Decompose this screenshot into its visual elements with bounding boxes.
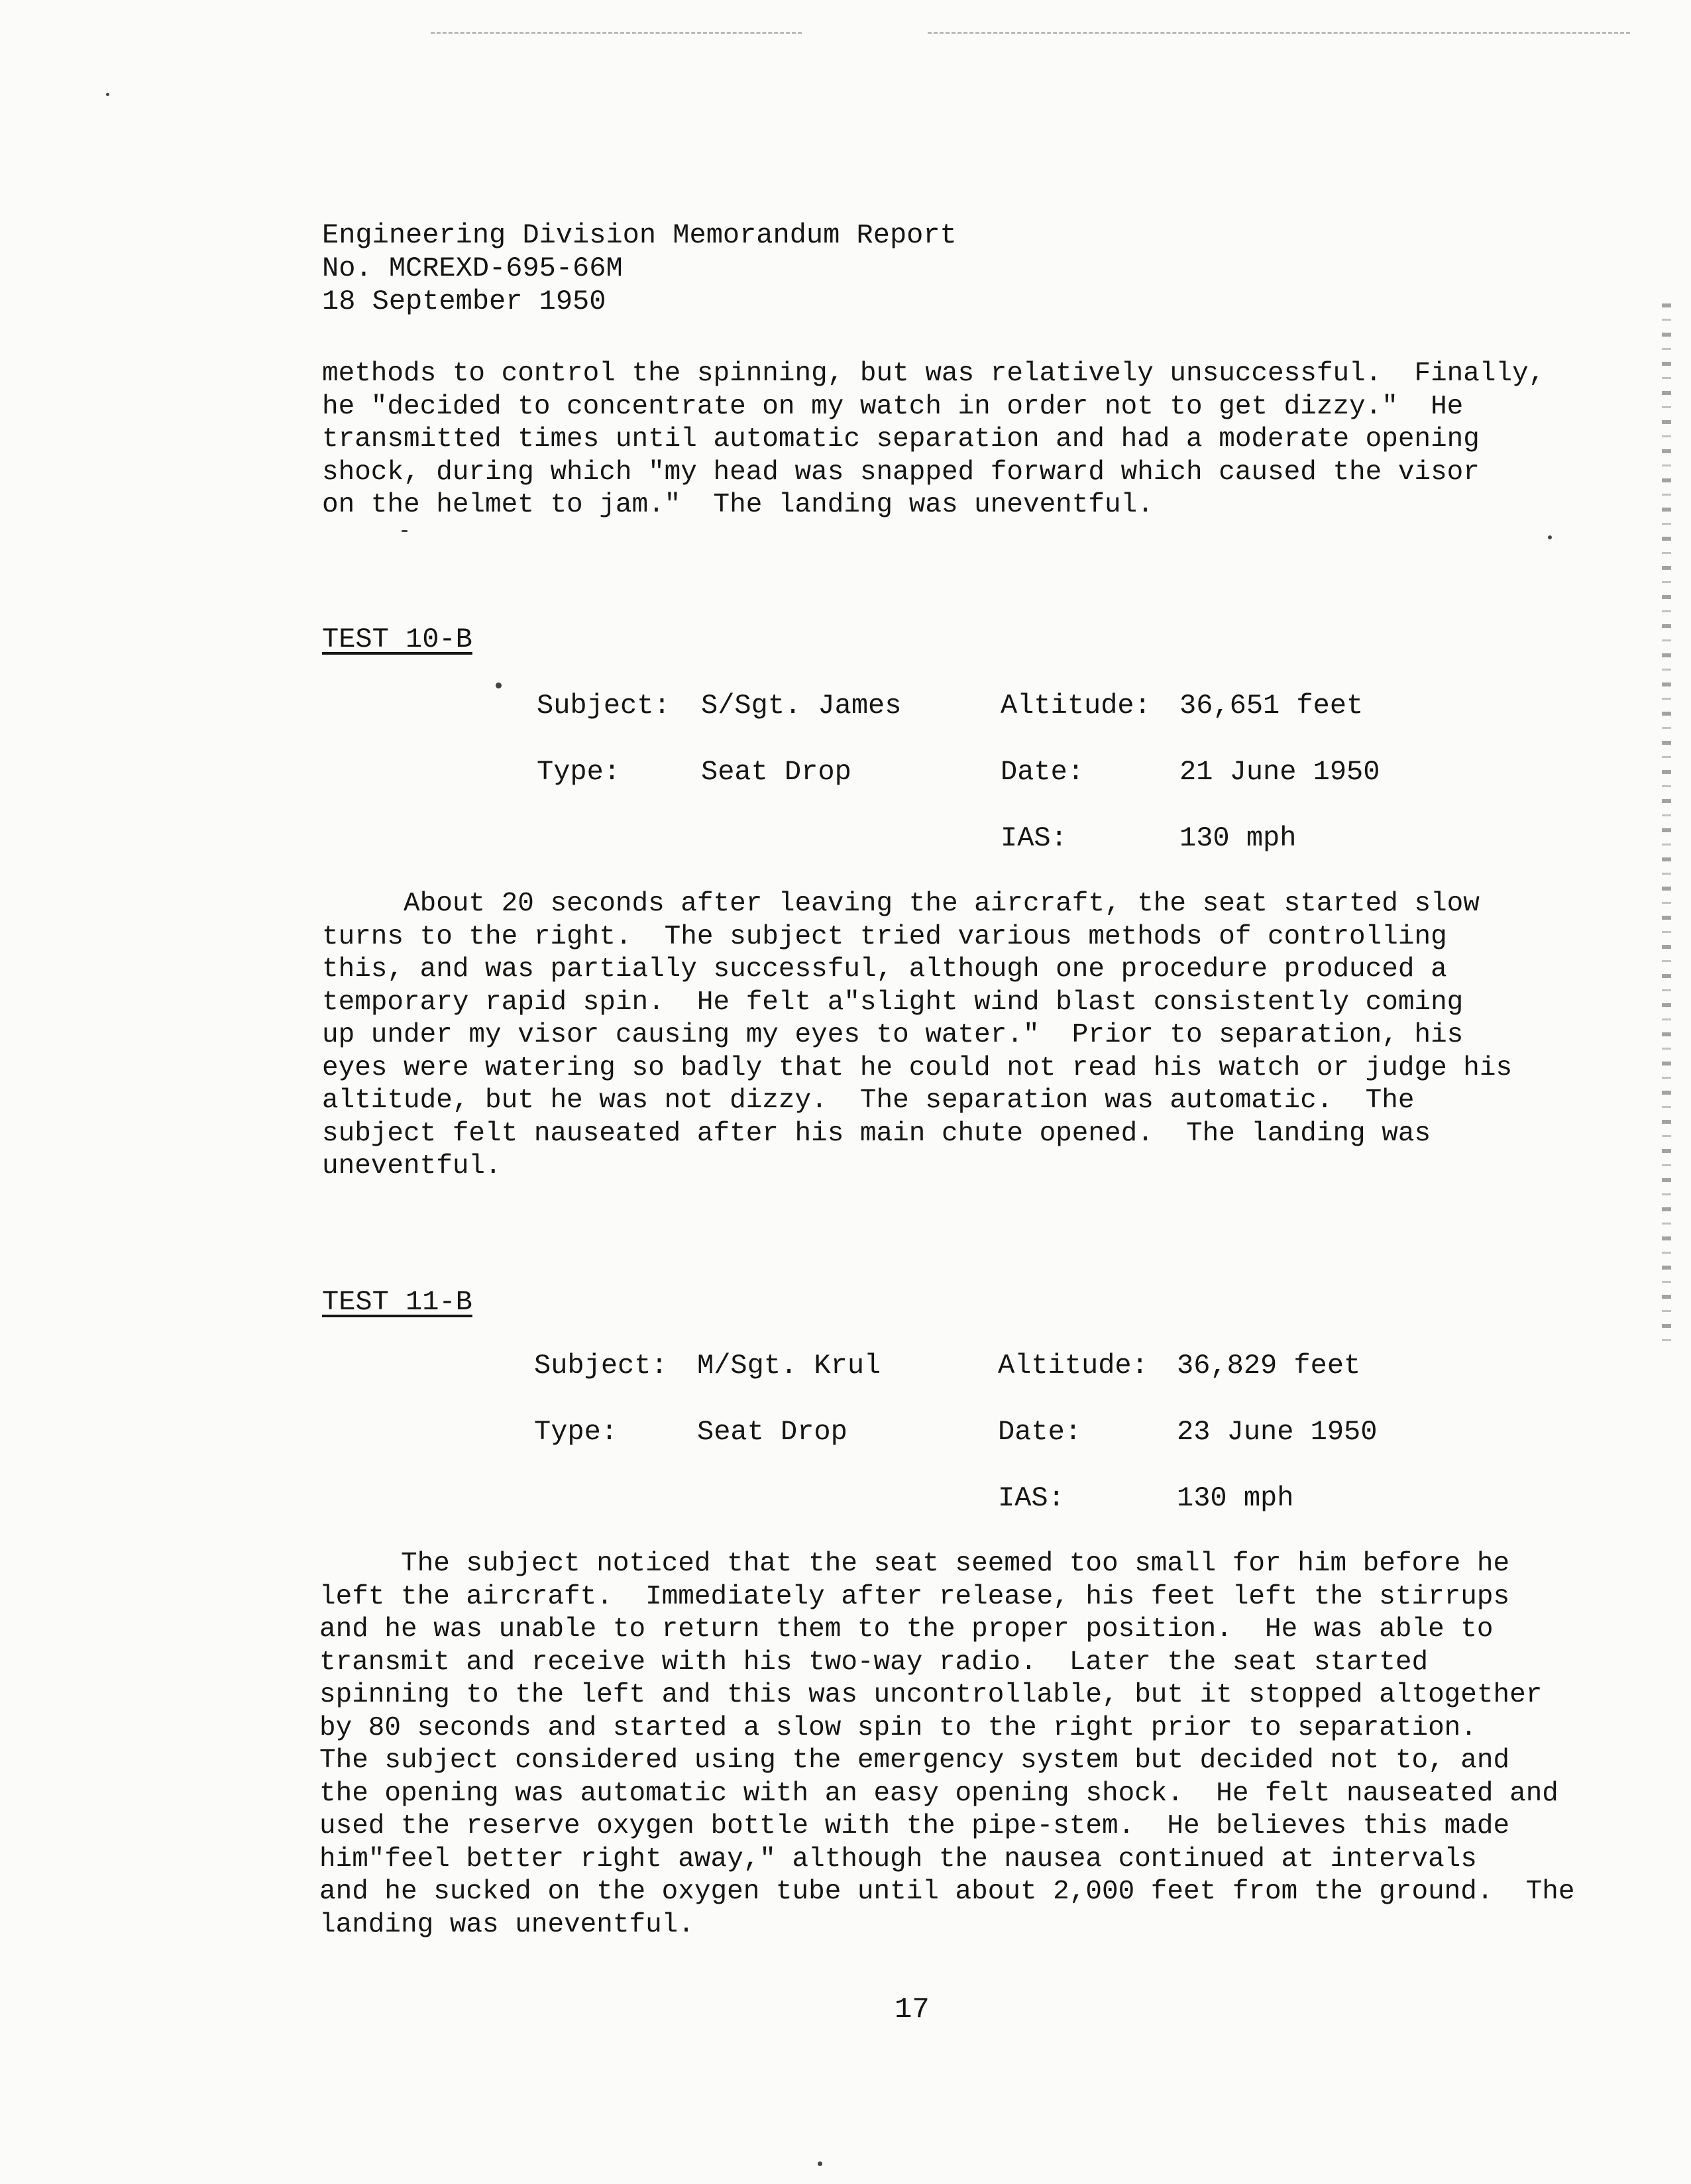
intro-paragraph <box>322 358 1545 522</box>
type-value: Seat Drop <box>701 756 851 788</box>
date-label: Date: <box>1001 756 1085 788</box>
paragraph-line: he "decided to concentrate on my watch in order not to get dizzy." He <box>322 391 1464 422</box>
paragraph-line: methods to control the spinning, but was relatively unsuccessful. Finally, <box>322 358 1545 389</box>
report-date-line: 18 September 1950 <box>322 286 606 317</box>
subject-label: Subject: <box>537 690 671 722</box>
paragraph-line: landing was uneventful. <box>319 1909 694 1940</box>
report-series-line: Engineering Division Memorandum Report <box>322 219 957 251</box>
paragraph-line: by 80 seconds and started a slow spin to the right prior to separation. <box>319 1712 1477 1743</box>
paragraph-line: used the reserve oxygen bottle with the pipe-stem. He believes this made <box>319 1811 1510 1841</box>
subject-value: S/Sgt. James <box>701 690 902 722</box>
paragraph-line: left the aircraft. Immediately after release, his feet left the stirrups <box>319 1581 1510 1612</box>
paragraph-line: and he sucked on the oxygen tube until about 2,000 feet from the ground. The <box>319 1877 1575 1907</box>
paragraph-line: uneventful. <box>322 1151 502 1181</box>
ias-value: 130 mph <box>1179 822 1297 854</box>
altitude-label: Altitude: <box>1001 690 1151 722</box>
paragraph-line: temporary rapid spin. He felt a"slight wind blast consistently coming <box>322 987 1464 1018</box>
paragraph-line: About 20 seconds after leaving the aircraft, the seat started slow <box>322 889 1480 919</box>
subject-label: Subject: <box>534 1350 668 1382</box>
report-number-line: No. MCREXD-695-66M <box>322 252 623 284</box>
scan-speck <box>402 530 408 532</box>
date-label: Date: <box>998 1416 1082 1448</box>
subject-value: M/Sgt. Krul <box>697 1350 881 1382</box>
report-header <box>322 219 957 318</box>
scan-artifact-top-line <box>928 32 1630 34</box>
paragraph-line: spinning to the left and this was uncontrollable, but it stopped altogether <box>319 1680 1543 1710</box>
paragraph-line: and he was unable to return them to the proper position. He was able to <box>319 1614 1494 1645</box>
paragraph-line: the opening was automatic with an easy opening shock. He felt nauseated and <box>319 1778 1558 1809</box>
scan-artifact-top-line <box>431 32 802 34</box>
paragraph-line: up under my visor causing my eyes to water." Prior to separation, his <box>322 1020 1464 1050</box>
scan-speck <box>106 93 109 96</box>
test-paragraph <box>319 1548 1575 1941</box>
paragraph-line: The subject considered using the emergency system but decided not to, and <box>319 1745 1510 1776</box>
ias-label: IAS: <box>998 1482 1065 1514</box>
ias-value: 130 mph <box>1177 1482 1294 1514</box>
paragraph-line: him"feel better right away," although the nausea continued at intervals <box>319 1843 1477 1875</box>
paragraph-line: subject felt nauseated after his main chute opened. The landing was <box>322 1118 1431 1149</box>
paragraph-line: turns to the right. The subject tried various methods of controlling <box>322 921 1447 952</box>
scan-speck <box>818 2161 822 2166</box>
altitude-value: 36,829 feet <box>1177 1350 1361 1382</box>
page-number: 17 <box>895 1993 930 2026</box>
paragraph-line: shock, during which "my head was snapped forward which caused the visor <box>322 457 1480 488</box>
paragraph-line: transmitted times until automatic separation and had a moderate opening <box>322 424 1480 455</box>
paragraph-line: The subject noticed that the seat seemed too small for him before he <box>319 1549 1510 1579</box>
type-label: Type: <box>534 1416 618 1448</box>
test-paragraph <box>322 888 1512 1183</box>
paragraph-line: altitude, but he was not dizzy. The separation was automatic. The <box>322 1085 1415 1116</box>
paragraph-line: eyes were watering so badly that he could not read his watch or judge his <box>322 1052 1513 1083</box>
ias-label: IAS: <box>1001 822 1067 854</box>
type-label: Type: <box>537 756 621 788</box>
paragraph-line: transmit and receive with his two-way radio. Later the seat started <box>319 1647 1429 1678</box>
type-value: Seat Drop <box>697 1416 847 1448</box>
test-heading: TEST 10-B <box>322 624 472 655</box>
date-value: 23 June 1950 <box>1177 1416 1378 1448</box>
scan-speck <box>1548 535 1552 539</box>
paragraph-line: this, and was partially successful, although one procedure produced a <box>322 954 1447 985</box>
paragraph-line: on the helmet to jam." The landing was uneventful. <box>322 490 1154 520</box>
test-heading: TEST 11-B <box>322 1286 472 1318</box>
altitude-label: Altitude: <box>998 1350 1148 1382</box>
scan-speck <box>496 682 502 688</box>
altitude-value: 36,651 feet <box>1179 690 1364 722</box>
date-value: 21 June 1950 <box>1179 756 1380 788</box>
scan-artifact-edge-noise <box>1662 292 1671 1352</box>
